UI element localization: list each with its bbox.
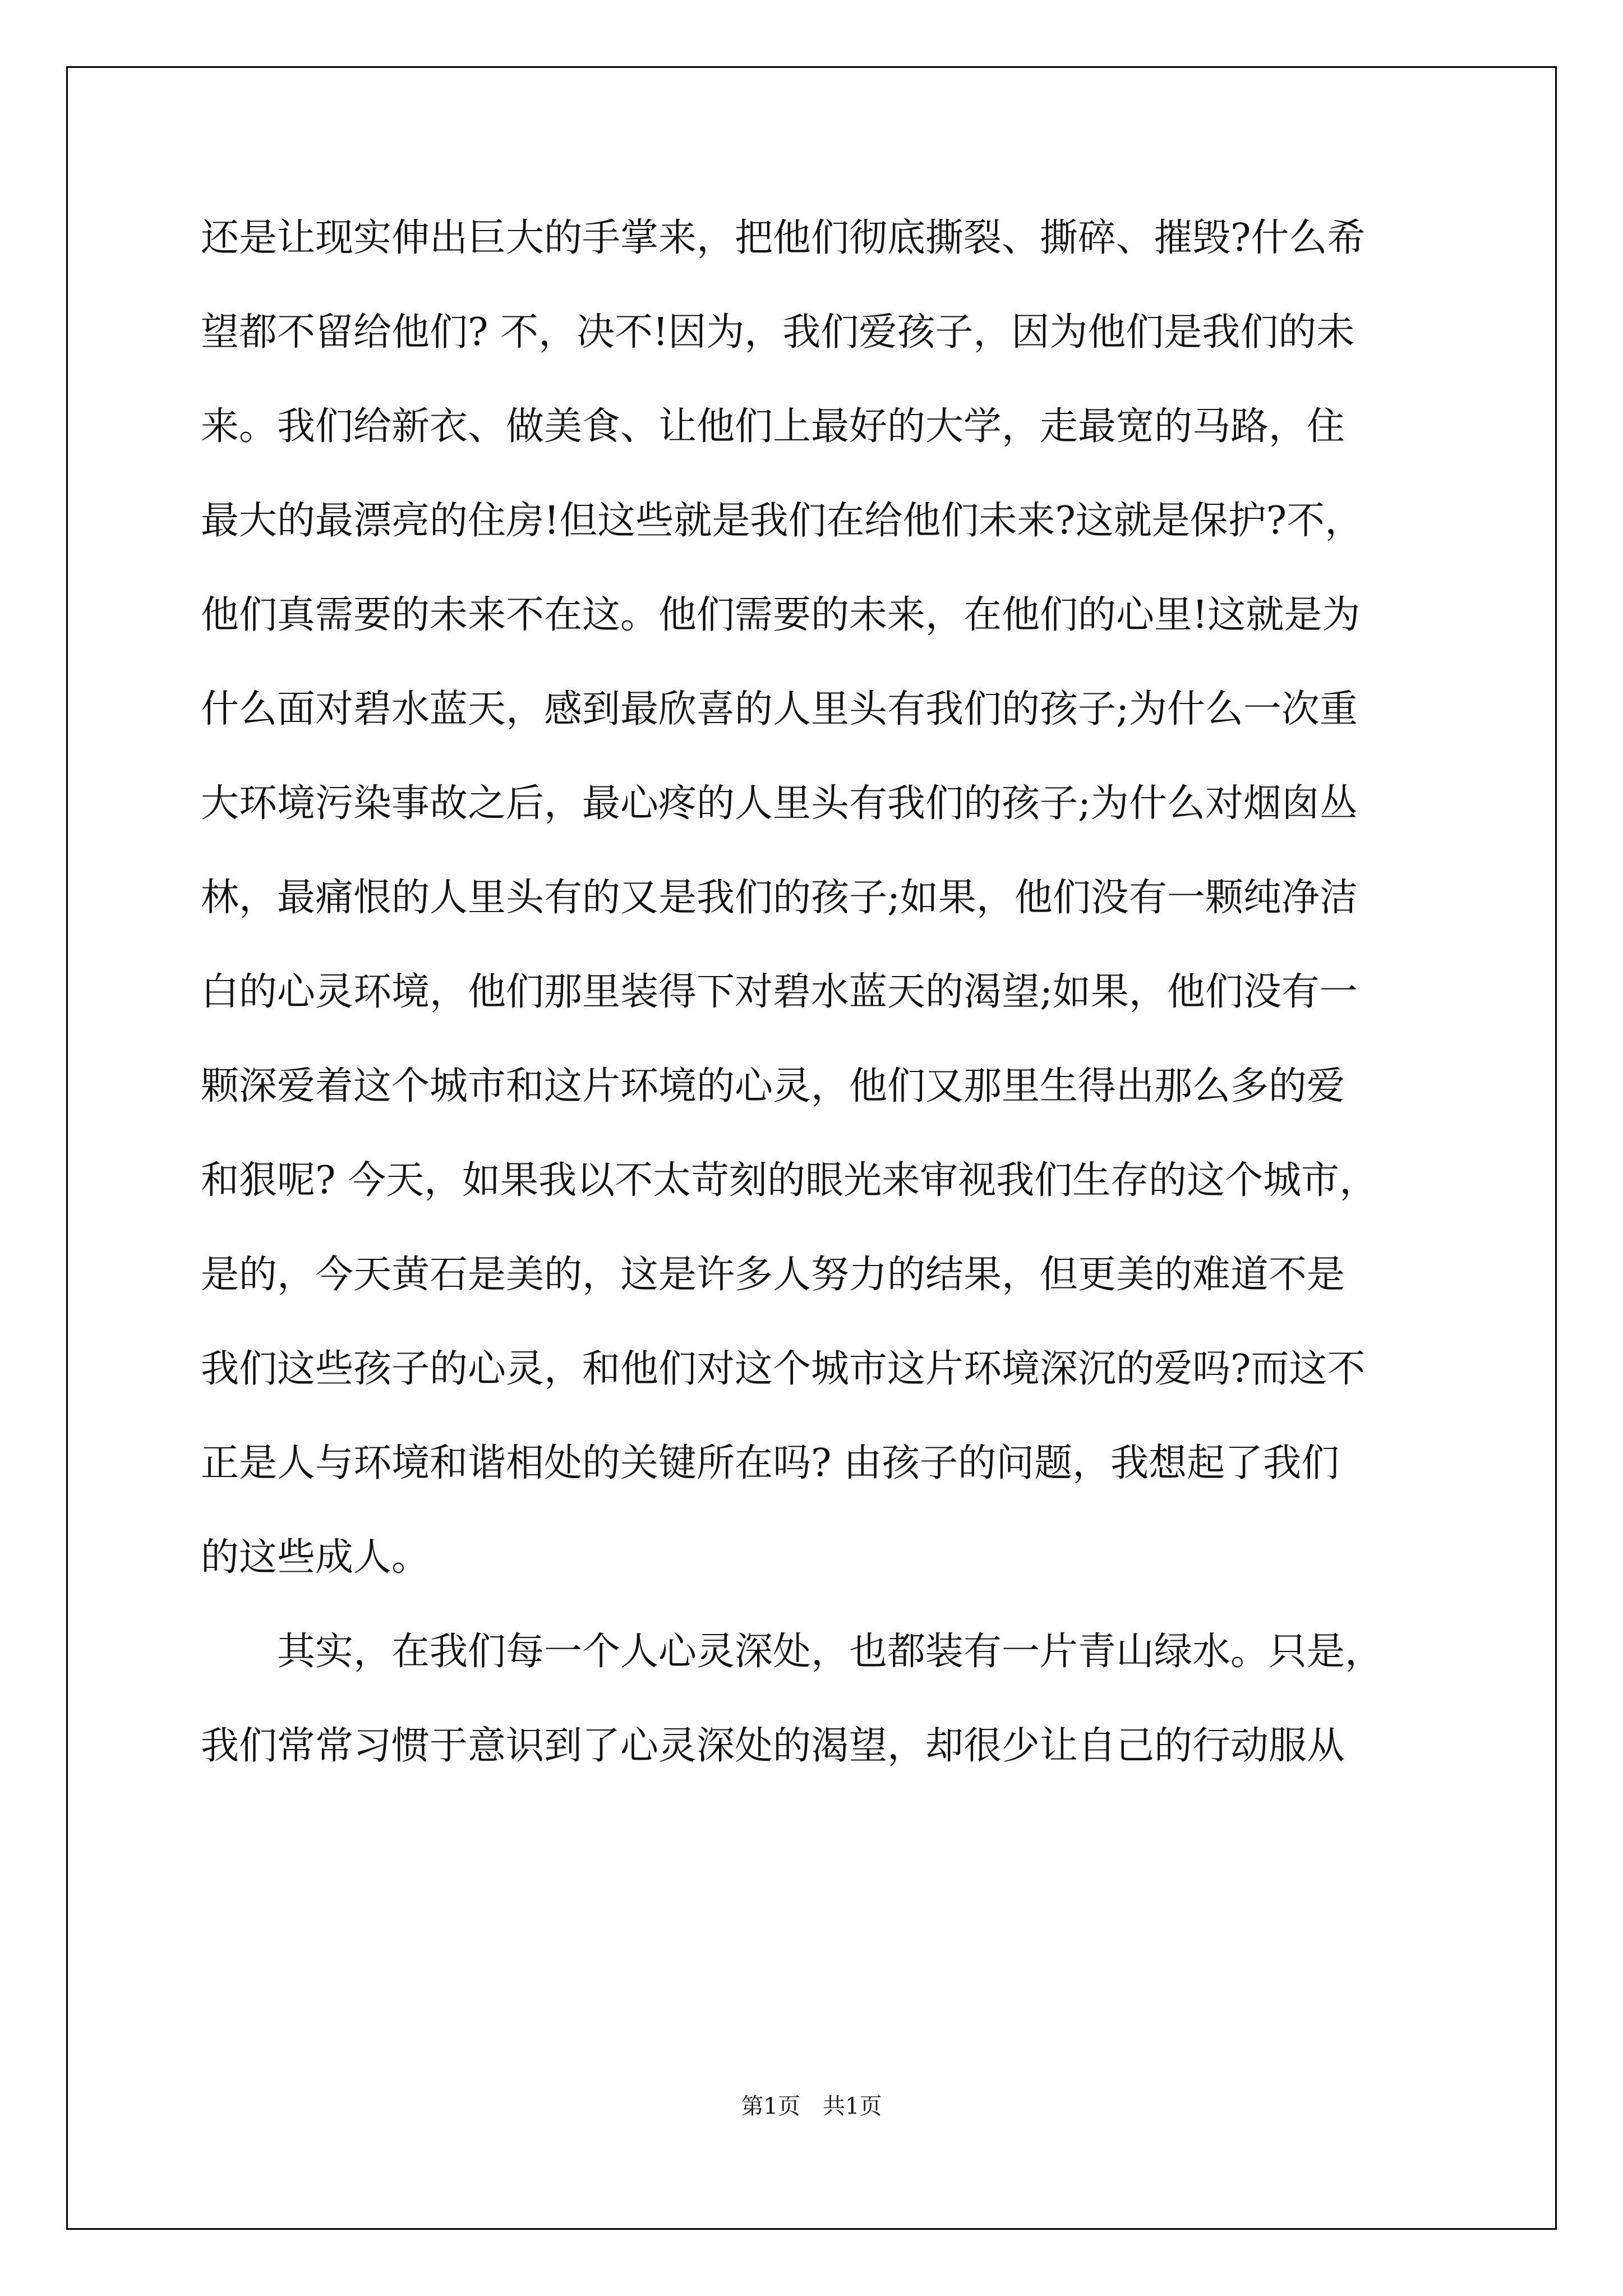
page-border — [66, 66, 1557, 2230]
text-line: 我们常常习惯于意识到了心灵深处的渴望，却很少让自己的行动服从 — [201, 1724, 1345, 1768]
text-line: 他们真需要的未来不在这。他们需要的未来，在他们的心里!这就是为 — [201, 593, 1361, 637]
text-line: 林，最痛恨的人里头有的又是我们的孩子;如果，他们没有一颗纯净洁 — [201, 876, 1358, 920]
page-footer: 第1页 共1页 — [741, 2093, 882, 2119]
text-line: 白的心灵环境，他们那里装得下对碧水蓝天的渴望;如果，他们没有一 — [201, 970, 1358, 1014]
text-line: 是的，今天黄石是美的，这是许多人努力的结果，但更美的难道不是 — [201, 1253, 1345, 1297]
text-line: 其实，在我们每一个人心灵深处，也都装有一片青山绿水。只是， — [201, 1630, 1384, 1674]
text-line: 我们这些孩子的心灵，和他们对这个城市这片环境深沉的爱吗?而这不 — [201, 1347, 1366, 1391]
text-line: 望都不留给他们? 不，决不!因为，我们爱孩子，因为他们是我们的未 — [201, 310, 1355, 355]
text-line: 正是人与环境和谐相处的关键所在吗? 由孩子的问题，我想起了我们 — [201, 1441, 1340, 1485]
text-line: 什么面对碧水蓝天，感到最欣喜的人里头有我们的孩子;为什么一次重 — [201, 687, 1358, 731]
text-line: 最大的最漂亮的住房!但这些就是我们在给他们未来?这就是保护?不， — [201, 499, 1363, 543]
text-line: 的这些成人。 — [201, 1535, 430, 1580]
text-line: 颗深爱着这个城市和这片环境的心灵，他们又那里生得出那么多的爱 — [201, 1064, 1345, 1108]
text-line: 和狠呢? 今天，如果我以不太苛刻的眼光来审视我们生存的这个城市， — [201, 1158, 1378, 1203]
text-line: 大环境污染事故之后，最心疼的人里头有我们的孩子;为什么对烟囱丛 — [201, 781, 1358, 826]
text-line: 还是让现实伸出巨大的手掌来，把他们彻底撕裂、撕碎、摧毁?什么希 — [201, 216, 1366, 260]
text-line: 来。我们给新衣、做美食、让他们上最好的大学，走最宽的马路，住 — [201, 404, 1345, 449]
